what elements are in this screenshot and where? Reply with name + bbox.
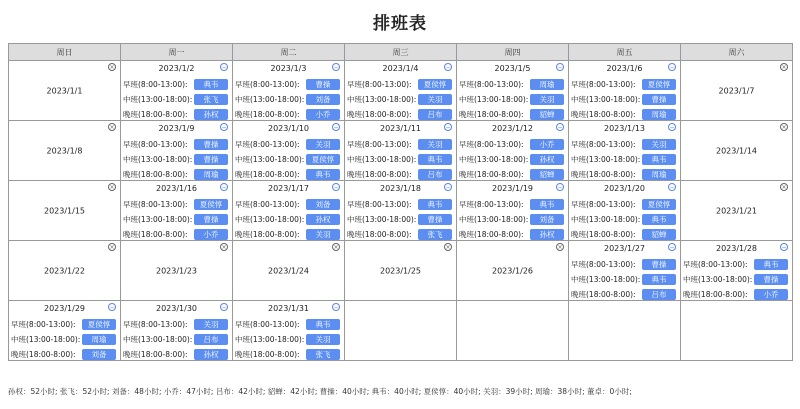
staff-button[interactable]: 貂蝉 bbox=[530, 169, 564, 180]
shift-row bbox=[347, 168, 452, 180]
shift-label: 早班(8:00-13:00): bbox=[459, 79, 524, 89]
shift-label: 早班(8:00-13:00): bbox=[459, 139, 524, 149]
shift-row bbox=[571, 213, 676, 225]
shift-label: 早班(8:00-13:00): bbox=[235, 319, 300, 329]
shift-row bbox=[123, 93, 228, 105]
shift-row bbox=[235, 318, 340, 330]
empty-cell bbox=[569, 301, 681, 361]
staff-button[interactable]: 夏侯惇 bbox=[306, 154, 340, 165]
close-circle-icon[interactable]: × bbox=[781, 184, 787, 191]
shift-row bbox=[571, 153, 676, 165]
shift-label: 晚班(18:00-8:00): bbox=[235, 169, 300, 179]
shift-row bbox=[123, 198, 228, 210]
staff-button[interactable]: 张飞 bbox=[418, 229, 452, 240]
shift-label: 晚班(18:00-8:00): bbox=[123, 349, 188, 359]
staff-button[interactable]: 周瑜 bbox=[642, 169, 676, 180]
shift-row bbox=[11, 348, 116, 360]
shift-row bbox=[235, 213, 340, 225]
day-cell bbox=[233, 241, 345, 301]
staff-button[interactable]: 貂蝉 bbox=[642, 229, 676, 240]
shift-row bbox=[123, 348, 228, 360]
staff-button[interactable]: 貂蝉 bbox=[530, 109, 564, 120]
day-cell bbox=[569, 241, 681, 301]
staff-button[interactable]: 关羽 bbox=[306, 229, 340, 240]
add-circle-icon[interactable]: − bbox=[557, 124, 563, 131]
shift-row bbox=[347, 153, 452, 165]
shift-row bbox=[123, 228, 228, 240]
shift-row bbox=[123, 108, 228, 120]
staff-button[interactable]: 典韦 bbox=[754, 259, 788, 270]
shift-row bbox=[347, 138, 452, 150]
day-cell bbox=[121, 61, 233, 121]
shift-row bbox=[123, 138, 228, 150]
staff-button[interactable]: 关羽 bbox=[306, 334, 340, 345]
day-cell bbox=[569, 61, 681, 121]
shift-label: 中班(13:00-18:00): bbox=[235, 214, 305, 224]
shift-label: 中班(13:00-18:00): bbox=[347, 94, 417, 104]
shift-label: 早班(8:00-13:00): bbox=[235, 79, 300, 89]
add-circle-icon[interactable]: − bbox=[333, 184, 339, 191]
staff-button[interactable]: 关羽 bbox=[418, 139, 452, 150]
shift-label: 早班(8:00-13:00): bbox=[571, 139, 636, 149]
staff-button[interactable]: 周瑜 bbox=[194, 169, 228, 180]
add-circle-icon[interactable]: − bbox=[445, 184, 451, 191]
staff-button[interactable]: 曹操 bbox=[194, 214, 228, 225]
day-date: 2023/1/14 bbox=[715, 146, 758, 155]
shift-row bbox=[235, 333, 340, 345]
schedule-grid bbox=[8, 43, 793, 361]
shift-row bbox=[683, 288, 788, 300]
shift-row bbox=[571, 138, 676, 150]
shift-label: 早班(8:00-13:00): bbox=[123, 319, 188, 329]
shift-label: 中班(13:00-18:00): bbox=[571, 94, 641, 104]
shift-label: 晚班(18:00-8:00): bbox=[123, 229, 188, 239]
shift-row bbox=[571, 93, 676, 105]
close-circle-icon[interactable]: × bbox=[109, 64, 115, 71]
shift-row bbox=[459, 228, 564, 240]
day-cell bbox=[457, 61, 569, 121]
shift-label: 中班(13:00-18:00): bbox=[235, 94, 305, 104]
close-circle-icon[interactable]: × bbox=[109, 244, 115, 251]
day-date: 2023/1/25 bbox=[379, 266, 422, 275]
shift-row bbox=[571, 78, 676, 90]
staff-button[interactable]: 典韦 bbox=[306, 319, 340, 330]
staff-button[interactable]: 刘备 bbox=[82, 349, 116, 360]
day-cell bbox=[345, 241, 457, 301]
day-date: 2023/1/8 bbox=[46, 146, 83, 155]
shift-label: 中班(13:00-18:00): bbox=[347, 214, 417, 224]
day-date: 2023/1/2 bbox=[158, 64, 195, 73]
shift-label: 晚班(18:00-8:00): bbox=[571, 289, 636, 299]
day-cell bbox=[9, 301, 121, 361]
day-cell bbox=[345, 121, 457, 181]
shift-row bbox=[571, 168, 676, 180]
day-date: 2023/1/4 bbox=[382, 64, 419, 73]
day-date: 2023/1/23 bbox=[155, 266, 198, 275]
staff-button[interactable]: 吕布 bbox=[642, 289, 676, 300]
day-cell bbox=[457, 121, 569, 181]
close-circle-icon[interactable]: × bbox=[445, 244, 451, 251]
shift-row bbox=[459, 138, 564, 150]
day-cell bbox=[121, 121, 233, 181]
day-date: 2023/1/11 bbox=[379, 124, 422, 133]
staff-button[interactable]: 周瑜 bbox=[642, 109, 676, 120]
staff-button[interactable]: 关羽 bbox=[642, 139, 676, 150]
shift-row bbox=[459, 153, 564, 165]
staff-button[interactable]: 曹操 bbox=[306, 79, 340, 90]
day-cell bbox=[9, 241, 121, 301]
shift-label: 早班(8:00-13:00): bbox=[347, 199, 412, 209]
shift-row bbox=[235, 348, 340, 360]
weekday-header: 周三 bbox=[345, 44, 457, 61]
shift-label: 中班(13:00-18:00): bbox=[459, 94, 529, 104]
shift-row bbox=[347, 198, 452, 210]
day-cell bbox=[681, 61, 793, 121]
day-cell bbox=[233, 121, 345, 181]
shift-label: 早班(8:00-13:00): bbox=[347, 139, 412, 149]
staff-button[interactable]: 周瑜 bbox=[82, 334, 116, 345]
day-date: 2023/1/22 bbox=[43, 266, 86, 275]
shift-row bbox=[683, 258, 788, 270]
shift-row bbox=[459, 168, 564, 180]
shift-label: 晚班(18:00-8:00): bbox=[571, 229, 636, 239]
close-circle-icon[interactable]: × bbox=[333, 244, 339, 251]
shift-row bbox=[459, 78, 564, 90]
day-date: 2023/1/29 bbox=[43, 304, 86, 313]
empty-cell bbox=[345, 301, 457, 361]
hours-summary: 孙权：52小时; 张飞：52小时; 刘备：48小时; 小乔：47小时; 吕布：42小时; 貂蝉：42小时; 曹操：40小时; 典韦：40小时; 夏侯惇：40小时; 关羽：39小时; 周瑜：38小时; 董卓：0小时; bbox=[8, 387, 632, 396]
staff-button[interactable]: 关羽 bbox=[306, 139, 340, 150]
add-circle-icon[interactable]: − bbox=[557, 64, 563, 71]
shift-label: 晚班(18:00-8:00): bbox=[571, 109, 636, 119]
day-cell bbox=[681, 181, 793, 241]
staff-button[interactable]: 小乔 bbox=[754, 289, 788, 300]
weekday-header: 周日 bbox=[9, 44, 121, 61]
close-circle-icon[interactable]: × bbox=[109, 184, 115, 191]
shift-label: 晚班(18:00-8:00): bbox=[123, 169, 188, 179]
staff-button[interactable]: 典韦 bbox=[642, 214, 676, 225]
shift-label: 中班(13:00-18:00): bbox=[123, 214, 193, 224]
staff-button[interactable]: 曹操 bbox=[418, 214, 452, 225]
add-circle-icon[interactable]: − bbox=[669, 244, 675, 251]
day-date: 2023/1/13 bbox=[603, 124, 646, 133]
day-cell bbox=[457, 241, 569, 301]
day-cell bbox=[9, 61, 121, 121]
add-circle-icon[interactable]: − bbox=[221, 184, 227, 191]
add-circle-icon[interactable]: − bbox=[333, 64, 339, 71]
shift-row bbox=[123, 153, 228, 165]
day-date: 2023/1/15 bbox=[43, 206, 86, 215]
shift-label: 中班(13:00-18:00): bbox=[347, 154, 417, 164]
shift-label: 中班(13:00-18:00): bbox=[571, 214, 641, 224]
day-date: 2023/1/9 bbox=[158, 124, 195, 133]
staff-button[interactable]: 刘备 bbox=[530, 214, 564, 225]
shift-row bbox=[235, 108, 340, 120]
staff-button[interactable]: 吕布 bbox=[418, 109, 452, 120]
shift-row bbox=[571, 273, 676, 285]
add-circle-icon[interactable]: − bbox=[669, 64, 675, 71]
staff-button[interactable]: 小乔 bbox=[306, 109, 340, 120]
day-cell bbox=[457, 181, 569, 241]
day-cell bbox=[9, 121, 121, 181]
shift-label: 早班(8:00-13:00): bbox=[123, 79, 188, 89]
shift-row bbox=[459, 198, 564, 210]
shift-label: 早班(8:00-13:00): bbox=[571, 199, 636, 209]
staff-button[interactable]: 典韦 bbox=[194, 79, 228, 90]
close-circle-icon[interactable]: × bbox=[781, 124, 787, 131]
shift-label: 中班(13:00-18:00): bbox=[459, 154, 529, 164]
shift-row bbox=[235, 93, 340, 105]
shift-row bbox=[459, 93, 564, 105]
empty-cell bbox=[681, 301, 793, 361]
shift-label: 晚班(18:00-8:00): bbox=[347, 169, 412, 179]
staff-button[interactable]: 典韦 bbox=[306, 169, 340, 180]
shift-label: 中班(13:00-18:00): bbox=[235, 334, 305, 344]
empty-cell bbox=[457, 301, 569, 361]
weekday-header: 周四 bbox=[457, 44, 569, 61]
shift-label: 晚班(18:00-8:00): bbox=[459, 229, 524, 239]
shift-row bbox=[123, 78, 228, 90]
shift-label: 早班(8:00-13:00): bbox=[571, 79, 636, 89]
day-cell bbox=[9, 181, 121, 241]
weekday-header: 周二 bbox=[233, 44, 345, 61]
add-circle-icon[interactable]: − bbox=[109, 304, 115, 311]
shift-row bbox=[123, 318, 228, 330]
day-cell bbox=[569, 181, 681, 241]
day-date: 2023/1/31 bbox=[267, 304, 310, 313]
staff-button[interactable]: 张飞 bbox=[306, 349, 340, 360]
day-cell bbox=[569, 121, 681, 181]
weekday-header: 周五 bbox=[569, 44, 681, 61]
add-circle-icon[interactable]: − bbox=[333, 124, 339, 131]
staff-button[interactable]: 夏侯惇 bbox=[642, 79, 676, 90]
staff-button[interactable]: 刘备 bbox=[306, 94, 340, 105]
staff-button[interactable]: 张飞 bbox=[194, 94, 228, 105]
staff-button[interactable]: 关羽 bbox=[194, 319, 228, 330]
staff-button[interactable]: 孙权 bbox=[306, 214, 340, 225]
staff-button[interactable]: 周瑜 bbox=[530, 79, 564, 90]
close-circle-icon[interactable]: × bbox=[221, 244, 227, 251]
shift-label: 晚班(18:00-8:00): bbox=[571, 169, 636, 179]
shift-label: 晚班(18:00-8:00): bbox=[347, 229, 412, 239]
staff-button[interactable]: 夏侯惇 bbox=[194, 199, 228, 210]
day-date: 2023/1/28 bbox=[715, 244, 758, 253]
shift-label: 晚班(18:00-8:00): bbox=[235, 229, 300, 239]
staff-button[interactable]: 典韦 bbox=[418, 199, 452, 210]
shift-label: 晚班(18:00-8:00): bbox=[683, 289, 748, 299]
add-circle-icon[interactable]: − bbox=[445, 64, 451, 71]
shift-label: 早班(8:00-13:00): bbox=[235, 199, 300, 209]
shift-label: 早班(8:00-13:00): bbox=[235, 139, 300, 149]
day-date: 2023/1/18 bbox=[379, 184, 422, 193]
close-circle-icon[interactable]: × bbox=[557, 244, 563, 251]
shift-row bbox=[571, 108, 676, 120]
shift-label: 早班(8:00-13:00): bbox=[347, 79, 412, 89]
day-cell bbox=[121, 181, 233, 241]
staff-button[interactable]: 关羽 bbox=[418, 94, 452, 105]
staff-button[interactable]: 典韦 bbox=[642, 274, 676, 285]
shift-label: 晚班(18:00-8:00): bbox=[235, 349, 300, 359]
staff-button[interactable]: 典韦 bbox=[418, 154, 452, 165]
staff-button[interactable]: 典韦 bbox=[530, 199, 564, 210]
shift-label: 中班(13:00-18:00): bbox=[459, 214, 529, 224]
shift-row bbox=[459, 108, 564, 120]
day-cell bbox=[233, 61, 345, 121]
shift-row bbox=[347, 108, 452, 120]
shift-label: 晚班(18:00-8:00): bbox=[123, 109, 188, 119]
shift-label: 晚班(18:00-8:00): bbox=[347, 109, 412, 119]
staff-button[interactable]: 曹操 bbox=[754, 274, 788, 285]
day-cell bbox=[233, 181, 345, 241]
shift-row bbox=[571, 258, 676, 270]
day-date: 2023/1/10 bbox=[267, 124, 310, 133]
day-date: 2023/1/16 bbox=[155, 184, 198, 193]
shift-row bbox=[571, 228, 676, 240]
shift-row bbox=[347, 213, 452, 225]
shift-label: 早班(8:00-13:00): bbox=[459, 199, 524, 209]
shift-row bbox=[459, 213, 564, 225]
shift-row bbox=[683, 273, 788, 285]
shift-label: 晚班(18:00-8:00): bbox=[459, 169, 524, 179]
day-cell bbox=[233, 301, 345, 361]
close-circle-icon[interactable]: × bbox=[109, 124, 115, 131]
staff-button[interactable]: 夏侯惇 bbox=[642, 199, 676, 210]
shift-row bbox=[123, 213, 228, 225]
staff-button[interactable]: 刘备 bbox=[306, 199, 340, 210]
add-circle-icon[interactable]: − bbox=[221, 124, 227, 131]
add-circle-icon[interactable]: − bbox=[221, 64, 227, 71]
staff-button[interactable]: 孙权 bbox=[194, 349, 228, 360]
shift-row bbox=[235, 228, 340, 240]
shift-row bbox=[347, 78, 452, 90]
staff-button[interactable]: 曹操 bbox=[194, 139, 228, 150]
day-date: 2023/1/27 bbox=[603, 244, 646, 253]
shift-label: 早班(8:00-13:00): bbox=[571, 259, 636, 269]
day-date: 2023/1/30 bbox=[155, 304, 198, 313]
add-circle-icon[interactable]: − bbox=[669, 124, 675, 131]
staff-button[interactable]: 孙权 bbox=[530, 154, 564, 165]
day-cell bbox=[121, 301, 233, 361]
shift-label: 中班(13:00-18:00): bbox=[571, 274, 641, 284]
add-circle-icon[interactable]: − bbox=[221, 304, 227, 311]
staff-button[interactable]: 小乔 bbox=[530, 139, 564, 150]
add-circle-icon[interactable]: − bbox=[669, 184, 675, 191]
shift-label: 中班(13:00-18:00): bbox=[235, 154, 305, 164]
staff-button[interactable]: 关羽 bbox=[530, 94, 564, 105]
shift-label: 早班(8:00-13:00): bbox=[123, 199, 188, 209]
close-circle-icon[interactable]: × bbox=[781, 64, 787, 71]
shift-row bbox=[571, 288, 676, 300]
weekday-header: 周一 bbox=[121, 44, 233, 61]
day-date: 2023/1/1 bbox=[46, 86, 83, 95]
page-title: 排班表 bbox=[373, 14, 427, 34]
day-cell bbox=[121, 241, 233, 301]
shift-label: 中班(13:00-18:00): bbox=[571, 154, 641, 164]
shift-label: 中班(13:00-18:00): bbox=[11, 334, 81, 344]
shift-label: 晚班(18:00-8:00): bbox=[235, 109, 300, 119]
staff-button[interactable]: 夏侯惇 bbox=[418, 79, 452, 90]
day-date: 2023/1/19 bbox=[491, 184, 534, 193]
day-cell bbox=[345, 61, 457, 121]
shift-row bbox=[235, 168, 340, 180]
shift-row bbox=[11, 333, 116, 345]
day-date: 2023/1/20 bbox=[603, 184, 646, 193]
shift-label: 中班(13:00-18:00): bbox=[123, 334, 193, 344]
staff-button[interactable]: 曹操 bbox=[642, 94, 676, 105]
day-date: 2023/1/5 bbox=[494, 64, 531, 73]
shift-row bbox=[235, 78, 340, 90]
shift-label: 早班(8:00-13:00): bbox=[683, 259, 748, 269]
day-date: 2023/1/7 bbox=[718, 86, 755, 95]
day-date: 2023/1/17 bbox=[267, 184, 310, 193]
staff-button[interactable]: 典韦 bbox=[642, 154, 676, 165]
shift-label: 中班(13:00-18:00): bbox=[123, 94, 193, 104]
day-date: 2023/1/24 bbox=[267, 266, 310, 275]
weekday-header: 周六 bbox=[681, 44, 793, 61]
shift-row bbox=[235, 138, 340, 150]
shift-label: 早班(8:00-13:00): bbox=[11, 319, 76, 329]
staff-button[interactable]: 曹操 bbox=[194, 154, 228, 165]
day-cell bbox=[345, 181, 457, 241]
day-date: 2023/1/6 bbox=[606, 64, 643, 73]
shift-label: 晚班(18:00-8:00): bbox=[459, 109, 524, 119]
day-date: 2023/1/21 bbox=[715, 206, 758, 215]
staff-button[interactable]: 孙权 bbox=[530, 229, 564, 240]
staff-button[interactable]: 小乔 bbox=[194, 229, 228, 240]
shift-row bbox=[347, 228, 452, 240]
day-date: 2023/1/12 bbox=[491, 124, 534, 133]
add-circle-icon[interactable]: − bbox=[557, 184, 563, 191]
day-date: 2023/1/26 bbox=[491, 266, 534, 275]
shift-row bbox=[235, 153, 340, 165]
shift-row bbox=[235, 198, 340, 210]
shift-row bbox=[571, 198, 676, 210]
shift-label: 中班(13:00-18:00): bbox=[683, 274, 753, 284]
day-cell bbox=[681, 121, 793, 181]
shift-row bbox=[347, 93, 452, 105]
add-circle-icon[interactable]: − bbox=[445, 124, 451, 131]
staff-button[interactable]: 夏侯惇 bbox=[82, 319, 116, 330]
shift-label: 早班(8:00-13:00): bbox=[123, 139, 188, 149]
shift-label: 晚班(18:00-8:00): bbox=[11, 349, 76, 359]
add-circle-icon[interactable]: − bbox=[781, 244, 787, 251]
shift-row bbox=[123, 333, 228, 345]
day-date: 2023/1/3 bbox=[270, 64, 307, 73]
shift-row bbox=[123, 168, 228, 180]
add-circle-icon[interactable]: − bbox=[333, 304, 339, 311]
shift-label: 中班(13:00-18:00): bbox=[123, 154, 193, 164]
staff-button[interactable]: 曹操 bbox=[642, 259, 676, 270]
staff-button[interactable]: 孙权 bbox=[194, 109, 228, 120]
staff-button[interactable]: 吕布 bbox=[194, 334, 228, 345]
day-cell bbox=[681, 241, 793, 301]
shift-row bbox=[11, 318, 116, 330]
staff-button[interactable]: 吕布 bbox=[418, 169, 452, 180]
